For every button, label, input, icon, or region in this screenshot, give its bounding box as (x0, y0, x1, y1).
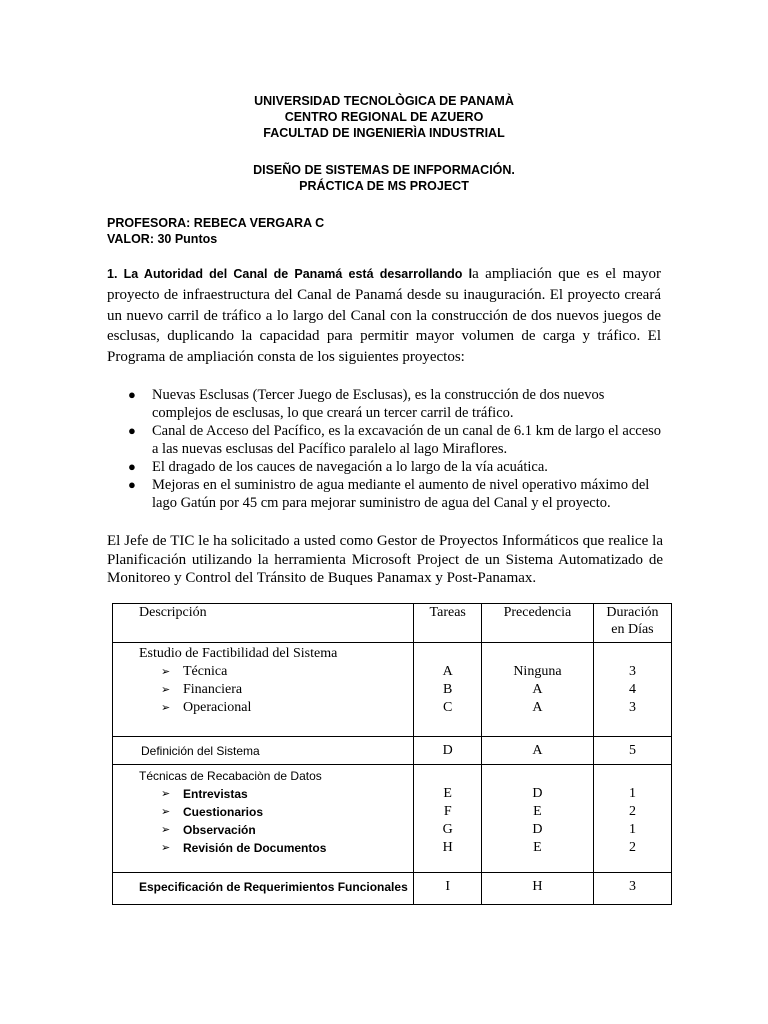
subtask-item: ➢ Operacional (161, 700, 252, 715)
arrowhead-right-icon: ➢ (161, 683, 171, 696)
bullet-dot-icon: ● (128, 459, 136, 474)
table-row (113, 643, 672, 737)
tareas-cell (414, 873, 481, 905)
desc-cell (113, 873, 414, 905)
tareas-cell (414, 643, 481, 737)
tareas-cell (414, 765, 481, 873)
document-header (0, 93, 768, 141)
group-cell (113, 765, 414, 873)
table-row (113, 765, 672, 873)
precedencia-cell (481, 765, 593, 873)
tarea-value: B (443, 682, 453, 697)
university-name: UNIVERSIDAD TECNOLÒGICA DE PANAMÀ (254, 94, 514, 108)
subtask-item: ➢ Revisión de Documentos (161, 841, 327, 855)
arrowhead-right-icon: ➢ (161, 665, 171, 678)
arrowhead-right-icon: ➢ (161, 805, 171, 818)
precedencia-value: A (532, 700, 543, 715)
duracion-value: 4 (628, 682, 636, 697)
duracion-value: 5 (628, 743, 636, 758)
bullet-text: Nuevas Esclusas (Tercer Juego de Esclusas), es la construcción de dos nuevos complejos de esclusas, lo que creará un tercer carril de tráfico. (152, 387, 605, 421)
subtask-item: ➢ Observación (161, 823, 256, 837)
bullet-dot-icon: ● (128, 423, 136, 438)
list-item (107, 386, 667, 422)
tarea-value: F (443, 804, 452, 819)
precedencia-cell (481, 737, 593, 765)
subtask-item: ➢ Técnica (161, 664, 228, 679)
faculty-name: FACULTAD DE INGENIERÌA INDUSTRIAL (263, 126, 505, 140)
table-row (113, 873, 672, 905)
precedencia-value: D (532, 822, 543, 837)
intro-paragraph (107, 264, 661, 368)
group-cell (113, 643, 414, 737)
precedencia-value: A (532, 682, 543, 697)
regional-center: CENTRO REGIONAL DE AZUERO (284, 110, 484, 124)
course-header (0, 162, 768, 194)
subtask-item: ➢ Entrevistas (161, 787, 248, 801)
tarea-value: D (442, 743, 453, 758)
duracion-value: 3 (628, 664, 636, 679)
header-precedencia: Precedencia (481, 604, 593, 643)
duracion-cell (593, 873, 671, 905)
duracion-value: 3 (628, 700, 636, 715)
header-tareas: Tareas (414, 604, 481, 643)
value-line: VALOR: 30 Puntos (107, 232, 218, 246)
precedencia-value: A (532, 743, 543, 758)
duracion-value: 1 (628, 786, 636, 801)
intro-body: a ampliación que es el mayor proyecto de infraestructura del Canal de Panamá desde su inauguración. El proyecto creará un nuevo carril de tráfico a lo largo del Canal con la construcción de dos nuevos juegos de esclusas, duplicando la capacidad para permitir mayor volumen de carga y tráfico. El Programa de ampliación consta de los siguientes proyectos: (107, 266, 661, 366)
table-row (113, 737, 672, 765)
header-duracion (593, 604, 671, 643)
project-bullet-list (107, 386, 667, 512)
precedencia-value: Ninguna (513, 664, 562, 679)
precedencia-value: D (532, 786, 543, 801)
arrowhead-right-icon: ➢ (161, 701, 171, 714)
arrowhead-right-icon: ➢ (161, 787, 171, 800)
subtask-item: ➢ Cuestionarios (161, 805, 264, 819)
table-header-row (113, 604, 672, 643)
task-table (112, 603, 672, 905)
precedencia-cell (481, 643, 593, 737)
precedencia-cell (481, 873, 593, 905)
list-item (107, 458, 667, 476)
header-duracion-line1: Duración (606, 605, 659, 620)
tarea-value: G (442, 822, 453, 837)
desc-cell (113, 737, 414, 765)
tareas-cell (414, 737, 481, 765)
precedencia-value: E (533, 804, 542, 819)
precedencia-value: E (533, 840, 542, 855)
duracion-value: 3 (628, 879, 636, 894)
duracion-value: 1 (628, 822, 636, 837)
row-description: Definición del Sistema (141, 744, 260, 758)
duracion-value: 2 (628, 840, 636, 855)
tarea-value: C (443, 700, 453, 715)
list-item (107, 422, 667, 458)
header-descripcion: Descripción (113, 604, 414, 643)
course-title: DISEÑO DE SISTEMAS DE INFPORMACIÓN. (253, 163, 515, 177)
bullet-text: Mejoras en el suministro de agua mediante el aumento de nivel operativo máximo del lago Gatún por 45 cm para mejorar suministro de agua del Canal y el proyecto. (152, 477, 650, 511)
bullet-dot-icon: ● (128, 387, 136, 402)
tarea-value: E (443, 786, 452, 801)
duracion-cell (593, 643, 671, 737)
precedencia-value: H (532, 879, 543, 894)
request-paragraph: El Jefe de TIC le ha solicitado a usted como Gestor de Proyectos Informáticos que realice la Planificación utilizando la herramienta Microsoft Project de un Sistema Automatizado de Monitoreo y Control del Tránsito de Buques Panamax y Post-Panamax. (107, 533, 663, 586)
practice-title: PRÁCTICA DE MS PROJECT (299, 179, 469, 193)
tarea-value: A (442, 664, 453, 679)
bullet-text: El dragado de los cauces de navegación a lo largo de la vía acuática. (152, 459, 548, 475)
bullet-text: Canal de Acceso del Pacífico, es la excavación de un canal de 6.1 km de largo el acceso a las nuevas esclusas del Pacífico paralelo al lago Miraflores. (152, 423, 662, 457)
subtask-item: ➢ Financiera (161, 682, 243, 697)
duracion-cell (593, 765, 671, 873)
intro-lead: 1. La Autoridad del Canal de Panamá está desarrollando l (107, 267, 473, 281)
bullet-dot-icon: ● (128, 477, 136, 492)
header-duracion-line2: en Días (611, 622, 654, 637)
list-item (107, 476, 667, 512)
group-title: Técnicas de Recabaciòn de Datos (139, 769, 322, 783)
duracion-cell (593, 737, 671, 765)
arrowhead-right-icon: ➢ (161, 841, 171, 854)
duracion-value: 2 (628, 804, 636, 819)
arrowhead-right-icon: ➢ (161, 823, 171, 836)
tarea-value: I (445, 879, 451, 894)
group-title: Estudio de Factibilidad del Sistema (139, 646, 338, 661)
tarea-value: H (442, 840, 453, 855)
row-description: Especificación de Requerimientos Funcionales (139, 880, 408, 894)
professor-line: PROFESORA: REBECA VERGARA C (107, 216, 325, 230)
assignment-meta (107, 215, 324, 247)
